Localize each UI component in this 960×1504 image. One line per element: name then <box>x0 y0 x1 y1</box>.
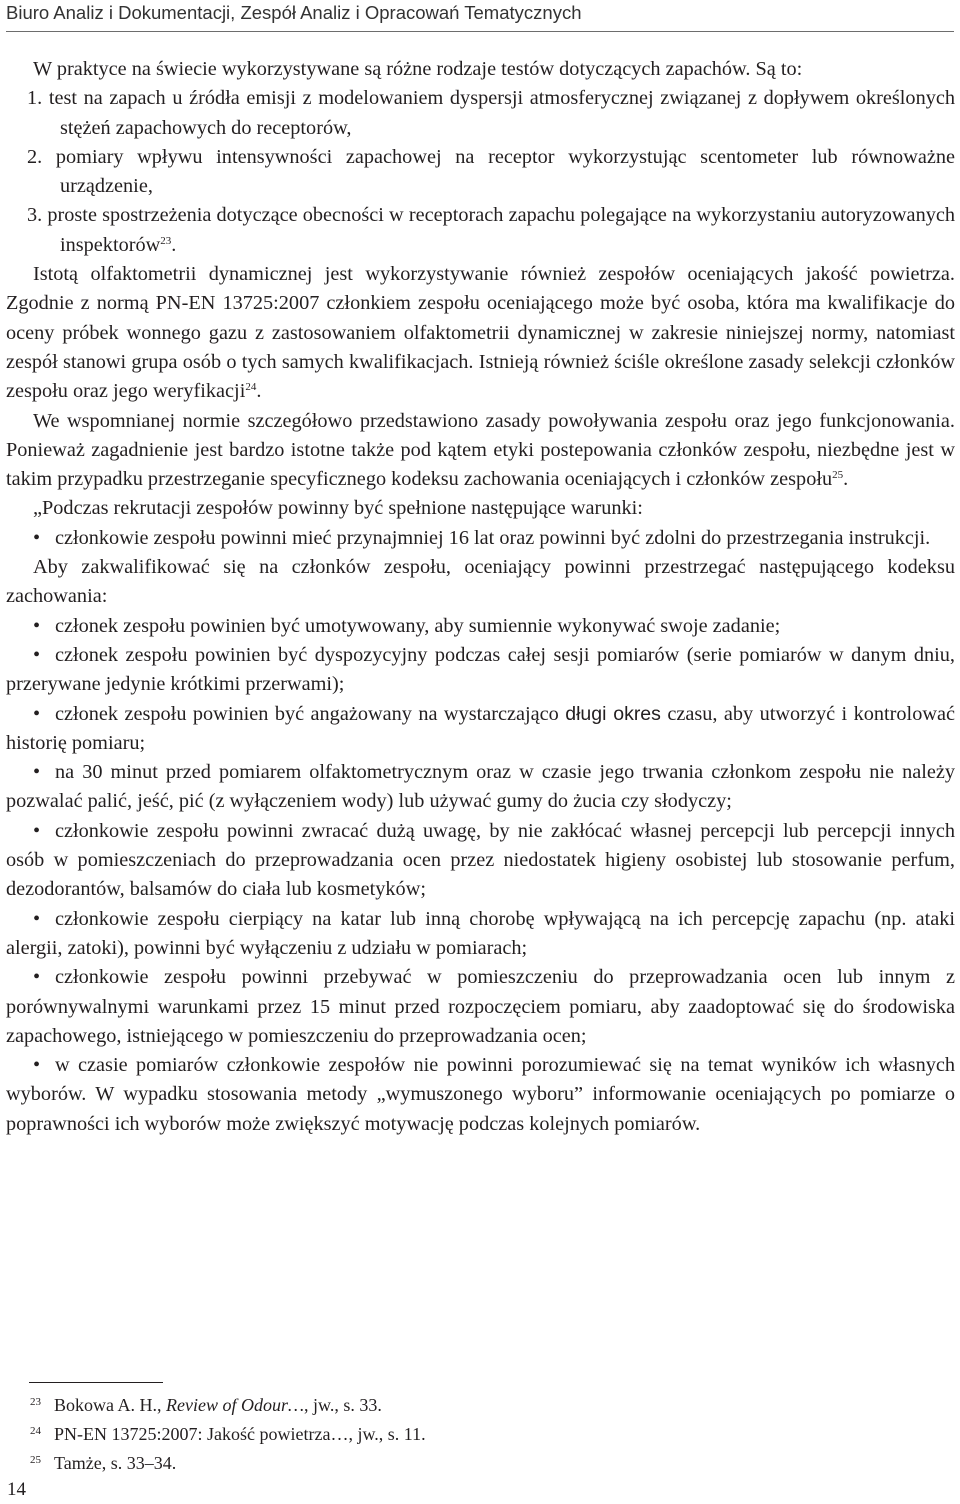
bullet-symbol: • <box>33 819 41 842</box>
footnote-24: 24 PN-EN 13725:2007: Jakość powietrza…, jw., s. 11. <box>30 1424 426 1445</box>
bullet-text: w czasie pomiarów członkowie zespołów nie powinni porozumiewać się na temat wyników ich własnych wyborów. W wypadku stosowania metody „wymuszonego wyboru” informowanie oceniających po pomiarze o poprawności ich wyborów może zwiększyć motywację podczas kolejnych pomiarów. <box>6 1054 955 1135</box>
bullet-item-3 <box>6 700 955 759</box>
bullet-item-6 <box>6 905 955 964</box>
footnote-text: PN-EN 13725:2007: Jakość powietrza…, jw., s. 11. <box>54 1424 426 1445</box>
intro-paragraph: W praktyce na świecie wykorzystywane są różne rodzaje testów dotyczących zapachów. Są to: <box>33 58 803 80</box>
running-header <box>6 0 954 32</box>
bullet-item-7 <box>6 963 955 1051</box>
bullet-item-1 <box>6 612 955 641</box>
footnote-23: 23 Bokowa A. H., Review of Odour…, jw., s. 33. <box>30 1395 382 1415</box>
bullet-text: członek zespołu powinien być angażowany na wystarczająco <box>55 702 559 725</box>
bullet-symbol: • <box>33 907 41 930</box>
bullet-text: członkowie zespołu powinni zwracać dużą uwagę, by nie zakłócać własnej percepcji lub percepcji innych osób w pomieszczeniach do przeprowadzania ocen przez niedostatek higieny osobistej lub stosowanie perfum, dezodorantów, balsamów do ciała lub kosmetyków; <box>6 819 955 901</box>
bullet-symbol: • <box>33 702 41 725</box>
bullet-symbol: • <box>33 526 41 549</box>
bullet-text: członek zespołu powinien być umotywowany, aby sumiennie wykonywać swoje zadanie; <box>55 614 781 637</box>
bullet-text: członkowie zespołu powinni przebywać w pomieszczeniu do przeprowadzania ocen lub innym z porównywalnymi warunkami przez 15 minut przed rozpoczęciem pomiaru, aby zaadoptować się do środowiska zapachowego, istniejącego w pomieszczeniu do przeprowadzania ocen; <box>6 966 955 1047</box>
bullet-text-sans: długi okres <box>565 702 661 725</box>
bullet-item-8 <box>6 1051 955 1139</box>
paragraph-norm-text: We wspomnianej normie szczegółowo przedstawiono zasady powoływania zespołu oraz jego funkcjonowania. Ponieważ zagadnienie jest bardzo istotne także pod kątem etyki postepowania członków zespołu, niezbędne jest w takim przypadku przestrzeganie specyficznego kodeksu zachowania oceniających i członków zespołu <box>6 409 955 491</box>
bullet-text: członkowie zespołu cierpiący na katar lub inną chorobę wpływającą na ich percepcję zapachu (np. ataki alergii, zatoki), powinni być wyłączeniu z udziału w pomiarach; <box>6 907 955 959</box>
page-number: 14 <box>7 1479 26 1500</box>
paragraph-olfactometry: Istotą olfaktometrii dynamicznej jest wykorzystywanie również zespołów oceniających jakość powietrza. Zgodnie z normą PN-EN 13725:2007 członkiem zespołu oceniającego może być osoba, która ma kwalifikacje do oceny próbek wonnego gazu z zastosowaniem olfaktometrii dynamicznej w zakresie niniejszej normy, natomiast zespół stanowi grupa osób o tych samych kwalifikacjach. Istnieją również ściśle określone zasady selekcji członków zespołu oraz jego weryfikacji$^{24}$. <box>6 263 955 403</box>
footnote-text-end: , jw., s. 33. <box>303 1395 382 1415</box>
footnote-divider <box>29 1382 163 1383</box>
bullet-symbol: • <box>33 614 41 637</box>
bullet-text: członkowie zespołu powinni mieć przynajmniej 16 lat oraz powinni być zdolni do przestrzegania instrukcji. <box>55 526 931 549</box>
paragraph-code: Aby zakwalifikować się na członków zespołu, oceniający powinni przestrzegać następującego kodeksu zachowania: <box>6 556 955 608</box>
bullet-item-5 <box>6 817 955 905</box>
list-item-3-text: 3. proste spostrzeżenia dotyczące obecności w receptorach zapachu polegające na wykorzystaniu autoryzowanych inspektorów <box>27 204 955 256</box>
list-item-3: 3. proste spostrzeżenia dotyczące obecności w receptorach zapachu polegające na wykorzystaniu autoryzowanych inspektorów$^{23}$. <box>27 204 955 256</box>
footnote-text: Bokowa A. H., <box>54 1395 166 1415</box>
bullet-text: członek zespołu powinien być dyspozycyjny podczas całej sesji pomiarów (serie pomiarów w danym dniu, przerywane jedynie krótkimi przerwami); <box>6 643 955 696</box>
numbered-list <box>6 84 955 260</box>
bullet-symbol: • <box>33 1054 41 1077</box>
bullet-symbol: • <box>33 761 41 784</box>
bullet-item-4 <box>6 758 955 817</box>
bullet-text: na 30 minut przed pomiarem olfaktometrycznym oraz w czasie jego trwania członkom zespołu nie należy pozwalać palić, jeść, pić (z wyłączeniem wody) lub używać gumy do żucia czy słodyczy; <box>6 761 955 813</box>
footnote-text: Tamże, s. 33–34. <box>54 1453 177 1474</box>
bullet-symbol: • <box>33 966 41 989</box>
footnote-ref-25: 25 <box>832 469 844 482</box>
header-text: Biuro Analiz i Dokumentacji, Zespół Analiz i Opracowań Tematycznych <box>6 2 582 23</box>
list-item-2: 2. pomiary wpływu intensywności zapachowej na receptor wykorzystując scentometer lub równoważne urządzenie, <box>27 145 955 198</box>
footnote-25: 25 Tamże, s. 33–34. <box>30 1453 177 1474</box>
footnote-ref-23: 23 <box>160 234 172 247</box>
footnote-ref-24: 24 <box>245 381 257 394</box>
paragraph-olfactometry-text: Istotą olfaktometrii dynamicznej jest wykorzystywanie również zespołów oceniających jakość powietrza. Zgodnie z normą PN-EN 13725:2007 członkiem zespołu oceniającego może być osoba, która ma kwalifikacje do oceny próbek wonnego gazu z zastosowaniem olfaktometrii dynamicznej w zakresie niniejszej normy, natomiast zespół stanowi grupa osób o tych samych kwalifikacjach. Istnieją również ściśle określone zasady selekcji członków zespołu oraz jego weryfikacji <box>6 263 955 403</box>
quote-intro: „Podczas rekrutacji zespołów powinny być spełnione następujące warunki: <box>33 497 643 520</box>
main-text <box>6 55 955 1139</box>
bullet-symbol: • <box>33 643 41 666</box>
footnote-title: Review of Odour… <box>166 1395 304 1415</box>
bullet-text: czasu, aby utworzyć i kontrolować historię pomiaru; <box>6 702 955 754</box>
bullet-item-2 <box>6 641 955 700</box>
paragraph-norm: We wspomnianej normie szczegółowo przedstawiono zasady powoływania zespołu oraz jego funkcjonowania. Ponieważ zagadnienie jest bardzo istotne także pod kątem etyki postepowania członków zespołu, niezbędne jest w takim przypadku przestrzeganie specyficznego kodeksu zachowania oceniających i członków zespołu$^{25}$. <box>6 409 955 491</box>
list-item-1: 1. test na zapach u źródła emisji z modelowaniem dyspersji atmosferycznej związanej z dopływem określonych stężeń zapachowych do receptorów, <box>27 87 955 139</box>
bullet-item-recruitment <box>6 524 955 553</box>
footnotes <box>30 1391 830 1479</box>
